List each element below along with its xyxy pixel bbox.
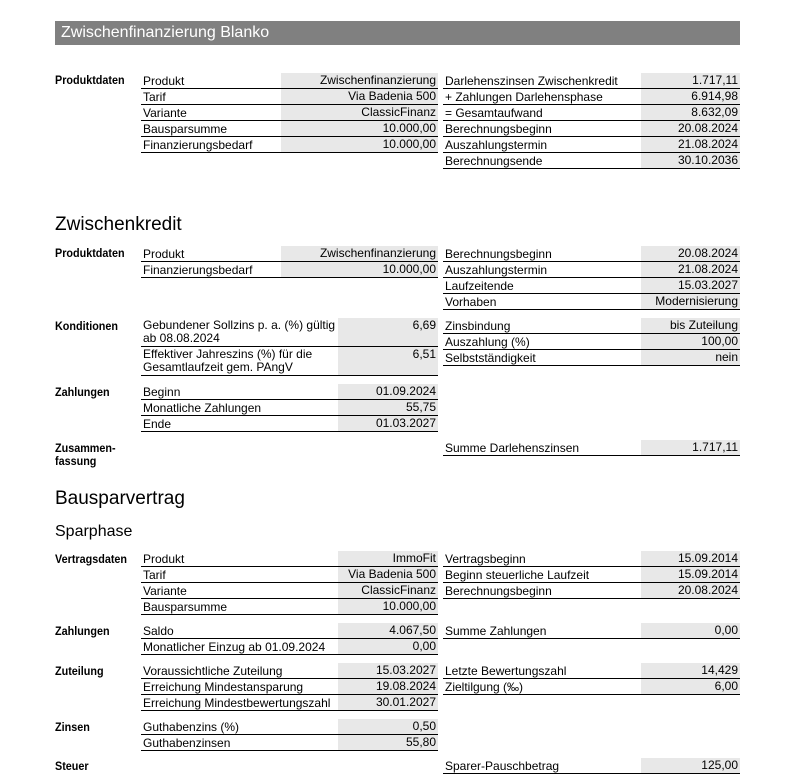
table-row xyxy=(141,262,438,278)
row-label: Berechnungsbeginn xyxy=(445,584,552,598)
table-row xyxy=(141,719,438,735)
row-value: 55,80 xyxy=(338,735,438,750)
heading-zwischenkredit: Zwischenkredit xyxy=(55,214,182,235)
row-value: 4.067,50 xyxy=(338,623,438,638)
row-label: Sparer-Pauschbetrag xyxy=(445,759,560,773)
row-value: 1.717,11 xyxy=(641,440,740,455)
row-label: Produkt xyxy=(143,552,185,566)
row-value: 15.03.2027 xyxy=(641,278,740,293)
row-value: 6.914,98 xyxy=(641,89,740,104)
table-row xyxy=(141,318,438,347)
table-row xyxy=(443,105,740,121)
row-value: 30.01.2027 xyxy=(338,695,438,710)
row-label: Zieltilgung (‰) xyxy=(445,680,524,694)
row-label: Produkt xyxy=(143,247,185,261)
row-value: 01.03.2027 xyxy=(338,416,438,431)
row-label: Vorhaben xyxy=(445,295,497,309)
section-label-zuteilung: Zuteilung xyxy=(55,664,104,678)
row-value: 30.10.2036 xyxy=(641,153,740,168)
row-value: 21.08.2024 xyxy=(641,262,740,277)
table-row xyxy=(443,246,740,262)
table-row xyxy=(443,567,740,583)
row-label: Vertragsbeginn xyxy=(445,552,526,566)
section-label-zahlungen-bauspar: Zahlungen xyxy=(55,624,110,638)
table-row xyxy=(141,137,438,153)
table-row xyxy=(443,153,740,169)
row-value: Zwischenfinanzierung xyxy=(281,246,438,261)
row-label: Produkt xyxy=(143,74,185,88)
table-row xyxy=(443,73,740,89)
row-label: Auszahlungstermin xyxy=(445,138,548,152)
table-row xyxy=(141,73,438,89)
row-label: Beginn steuerliche Laufzeit xyxy=(445,568,590,582)
row-label: Berechnungsbeginn xyxy=(445,122,552,136)
row-value: ClassicFinanz xyxy=(338,583,438,598)
table-row xyxy=(443,663,740,679)
table-row xyxy=(443,350,740,366)
table-row xyxy=(141,89,438,105)
section-label-zinsen: Zinsen xyxy=(55,720,90,734)
section-label-vertragsdaten: Vertragsdaten xyxy=(55,552,128,566)
table-row xyxy=(443,318,740,334)
row-label: Effektiver Jahreszins (%) für die Gesamtlaufzeit gem. PAngV xyxy=(143,347,313,374)
row-label: Erreichung Mindestansparung xyxy=(143,680,304,694)
table-row xyxy=(141,246,438,262)
table-row xyxy=(443,262,740,278)
table-row xyxy=(141,583,438,599)
row-value: 21.08.2024 xyxy=(641,137,740,152)
table-row xyxy=(141,551,438,567)
row-value: 20.08.2024 xyxy=(641,583,740,598)
table-row xyxy=(443,334,740,350)
row-label: = Gesamtaufwand xyxy=(445,106,543,120)
table-row xyxy=(443,758,740,774)
row-label: Auszahlungstermin xyxy=(445,263,548,277)
row-label: Zinsbindung xyxy=(445,319,511,333)
table-row xyxy=(443,679,740,695)
section-label-zusammenfassung xyxy=(55,442,116,468)
section-label-top-produktdaten: Produktdaten xyxy=(55,73,125,87)
row-label: Ende xyxy=(143,417,172,431)
table-row xyxy=(141,416,438,432)
heading-bausparvertrag: Bausparvertrag xyxy=(55,488,185,509)
page-banner-title: Zwischenfinanzierung Blanko xyxy=(55,21,740,45)
row-label: Monatlicher Einzug ab 01.09.2024 xyxy=(143,640,326,654)
table-row xyxy=(141,599,438,615)
row-label: Bausparsumme xyxy=(143,600,228,614)
table-row xyxy=(141,121,438,137)
table-row xyxy=(443,294,740,310)
row-label: Monatliche Zahlungen xyxy=(143,401,262,415)
row-value: ImmoFit xyxy=(338,551,438,566)
row-value: 125,00 xyxy=(641,758,740,773)
row-label: Tarif xyxy=(143,568,166,582)
row-value: 55,75 xyxy=(338,400,438,415)
row-label: Bausparsumme xyxy=(143,122,228,136)
row-value: Zwischenfinanzierung xyxy=(281,73,438,88)
row-label: Darlehenszinsen Zwischenkredit xyxy=(445,74,618,88)
row-value: 10.000,00 xyxy=(338,599,438,614)
section-label-line: fassung xyxy=(55,454,97,468)
row-value: 15.09.2014 xyxy=(641,567,740,582)
row-value: 8.632,09 xyxy=(641,105,740,120)
row-value: 100,00 xyxy=(641,334,740,349)
row-label: Letzte Bewertungszahl xyxy=(445,664,567,678)
row-value: 01.09.2024 xyxy=(338,384,438,399)
row-label: Summe Darlehenszinsen xyxy=(445,441,580,455)
row-value: 20.08.2024 xyxy=(641,246,740,261)
table-row xyxy=(443,89,740,105)
subheading-sparphase: Sparphase xyxy=(55,523,133,540)
row-label: Gebundener Sollzins p. a. (%) gültig ab 08.08.2024 xyxy=(143,318,336,345)
row-value: 10.000,00 xyxy=(281,137,438,152)
row-value: Via Badenia 500 xyxy=(338,567,438,582)
table-row xyxy=(443,583,740,599)
row-value: 6,51 xyxy=(338,347,438,375)
table-row xyxy=(141,347,438,376)
table-row xyxy=(141,623,438,639)
table-row xyxy=(443,278,740,294)
row-label: Tarif xyxy=(143,90,166,104)
row-value: ClassicFinanz xyxy=(281,105,438,120)
row-value: 15.09.2014 xyxy=(641,551,740,566)
row-label: Laufzeitende xyxy=(445,279,514,293)
row-value: 14,429 xyxy=(641,663,740,678)
row-value: 19.08.2024 xyxy=(338,679,438,694)
row-label: Erreichung Mindestbewertungszahl xyxy=(143,696,331,710)
row-label: Saldo xyxy=(143,624,174,638)
row-label: + Zahlungen Darlehensphase xyxy=(445,90,603,104)
table-row xyxy=(443,137,740,153)
table-row xyxy=(141,105,438,121)
section-label-zahlungen: Zahlungen xyxy=(55,385,110,399)
table-row xyxy=(443,551,740,567)
row-label: Variante xyxy=(143,584,187,598)
row-label: Guthabenzinsen xyxy=(143,736,231,750)
row-value: 15.03.2027 xyxy=(338,663,438,678)
table-row xyxy=(443,121,740,137)
row-value: 0,00 xyxy=(641,623,740,638)
table-row xyxy=(141,400,438,416)
table-row xyxy=(141,663,438,679)
row-value: 1.717,11 xyxy=(641,73,740,88)
row-label: Summe Zahlungen xyxy=(445,624,547,638)
row-value: 0,00 xyxy=(338,639,438,654)
row-value: nein xyxy=(641,350,740,365)
row-label: Selbstständigkeit xyxy=(445,351,536,365)
table-row xyxy=(141,567,438,583)
row-label: Berechnungsbeginn xyxy=(445,247,552,261)
row-label: Auszahlung (%) xyxy=(445,335,530,349)
row-value: 0,50 xyxy=(338,719,438,734)
section-label-produktdaten: Produktdaten xyxy=(55,246,125,260)
row-value: 10.000,00 xyxy=(281,262,438,277)
table-row xyxy=(443,440,740,456)
row-value: Modernisierung xyxy=(641,294,740,309)
section-label-steuer: Steuer xyxy=(55,759,89,773)
row-value: 6,00 xyxy=(641,679,740,694)
row-value: 20.08.2024 xyxy=(641,121,740,136)
row-value: 6,69 xyxy=(338,318,438,346)
table-row xyxy=(141,384,438,400)
table-row xyxy=(443,623,740,639)
row-label: Variante xyxy=(143,106,187,120)
section-label-konditionen: Konditionen xyxy=(55,319,118,333)
row-value: bis Zuteilung xyxy=(641,318,740,333)
table-row xyxy=(141,639,438,655)
table-row xyxy=(141,679,438,695)
row-label: Finanzierungsbedarf xyxy=(143,138,253,152)
row-label: Berechnungsende xyxy=(445,154,543,168)
row-value: Via Badenia 500 xyxy=(281,89,438,104)
row-label: Beginn xyxy=(143,385,181,399)
row-label: Guthabenzins (%) xyxy=(143,720,240,734)
table-row xyxy=(141,695,438,711)
row-value: 10.000,00 xyxy=(281,121,438,136)
table-row xyxy=(141,735,438,751)
section-label-line: Zusammen- xyxy=(55,441,116,455)
row-label: Voraussichtliche Zuteilung xyxy=(143,664,283,678)
row-label: Finanzierungsbedarf xyxy=(143,263,253,277)
